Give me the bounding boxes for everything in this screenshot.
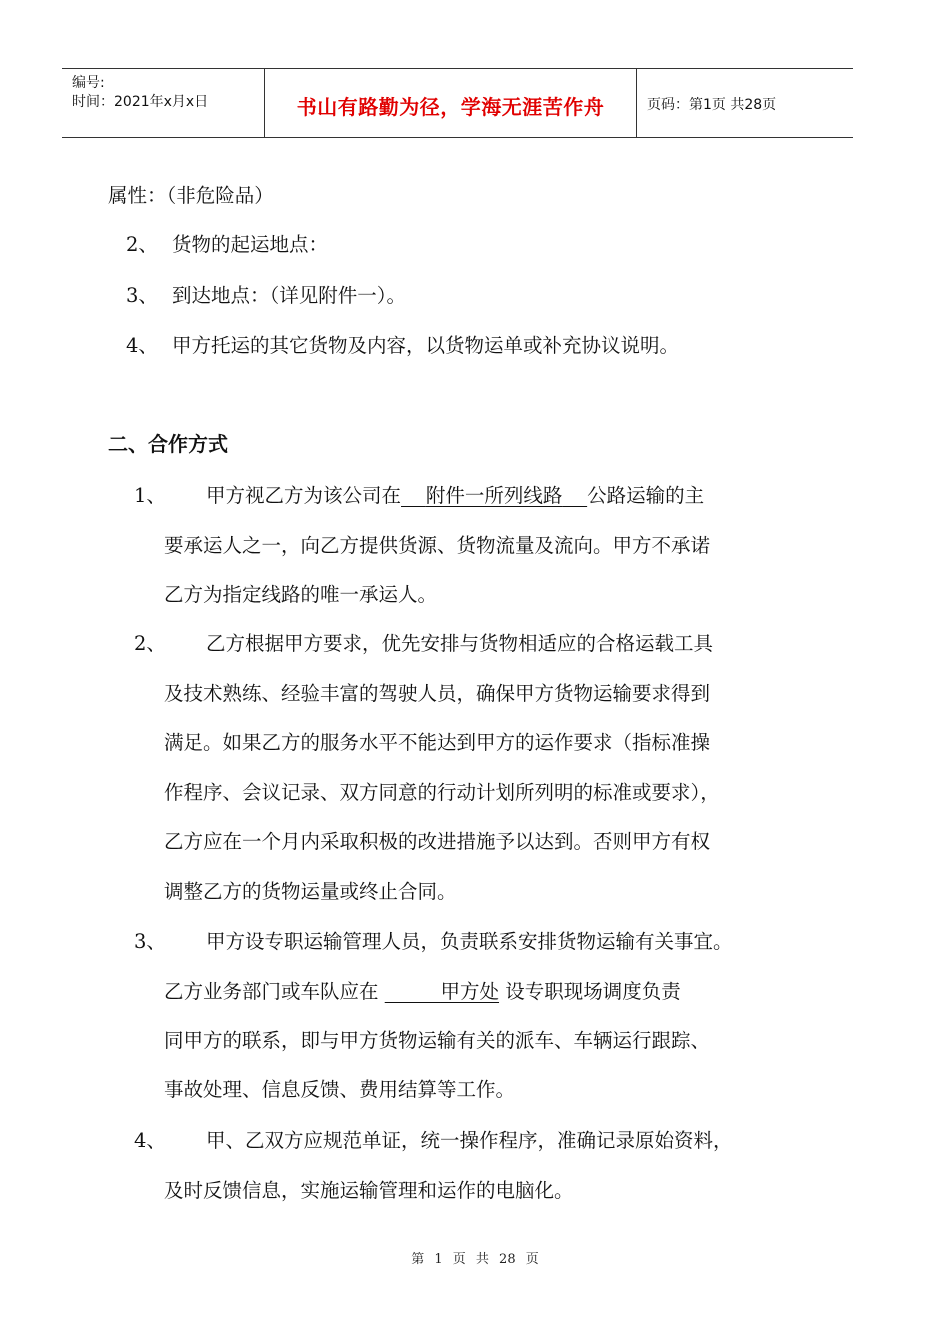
item-text: 到达地点：（详见附件一）。 [172,284,407,307]
item-number: 4、 [126,334,158,357]
clause-number: 4、 [134,1129,166,1152]
clause-number: 1、 [134,484,166,507]
clause-line [206,480,704,508]
clause-line: 同甲方的联系，即与甲方货物运输有关的派车、车辆运行跟踪、 [164,1029,711,1052]
clause-line: 乙方应在一个月内采取积极的改进措施予以达到。否则甲方有权 [164,830,711,853]
clause-line: 事故处理、信息反馈、费用结算等工作。 [164,1078,516,1101]
item-text: 货物的起运地点： [172,233,329,256]
clause-number: 2、 [134,632,166,655]
clause-line: 及技术熟练、经验丰富的驾驶人员，确保甲方货物运输要求得到 [164,682,711,705]
section-title: 二、合作方式 [108,432,228,456]
clause-line: 及时反馈信息，实施运输管理和运作的电脑化。 [164,1179,574,1202]
clause-text: 设专职现场调度负责 [505,980,681,1003]
page-footer: 第 1 页 共 28 页 [411,1252,539,1267]
item-number: 2、 [126,233,158,256]
clause-line: 满足。如果乙方的服务水平不能达到甲方的运作要求（指标准操 [164,731,711,754]
clause-line: 作程序、会议记录、双方同意的行动计划所列明的标准或要求）， [164,781,720,804]
clause-line: 乙方为指定线路的唯一承运人。 [164,583,438,606]
clause-text: 公路运输的主 [587,484,705,507]
header-page-cell [637,69,853,137]
clause-line: 甲方设专职运输管理人员，负责联系安排货物运输有关事宜。 [206,930,733,953]
clause-line [164,976,681,1004]
serial-label: 编号: [72,75,105,91]
header-motto: 书山有路勤为径，学海无涯苦作舟 [296,95,605,119]
item-number: 3、 [126,284,158,307]
header-motto-cell [265,69,637,137]
fill-blank: 附件一所列线路 [425,484,563,507]
clause-number: 3、 [134,930,166,953]
attribute-line: 属性：（非危险品） [108,184,274,207]
clause-line: 甲、乙双方应规范单证，统一操作程序，准确记录原始资料， [206,1129,733,1152]
page-header [62,68,853,138]
fill-blank: 甲方处 [440,980,500,1003]
clause-line: 要承运人之一，向乙方提供货源、货物流量及流向。甲方不承诺 [164,534,711,557]
clause-text: 甲方视乙方为该公司在 [206,484,402,507]
header-meta-cell [62,69,265,137]
header-page-label: 页码：第1页 共28页 [647,97,777,113]
item-text: 甲方托运的其它货物及内容，以货物运单或补充协议说明。 [172,334,680,357]
time-label: 时间：2021年x月x日 [72,94,209,110]
clause-line: 乙方根据甲方要求，优先安排与货物相适应的合格运载工具 [206,632,714,655]
clause-line: 调整乙方的货物运量或终止合同。 [164,880,457,903]
clause-text: 乙方业务部门或车队应在 [164,980,379,1003]
